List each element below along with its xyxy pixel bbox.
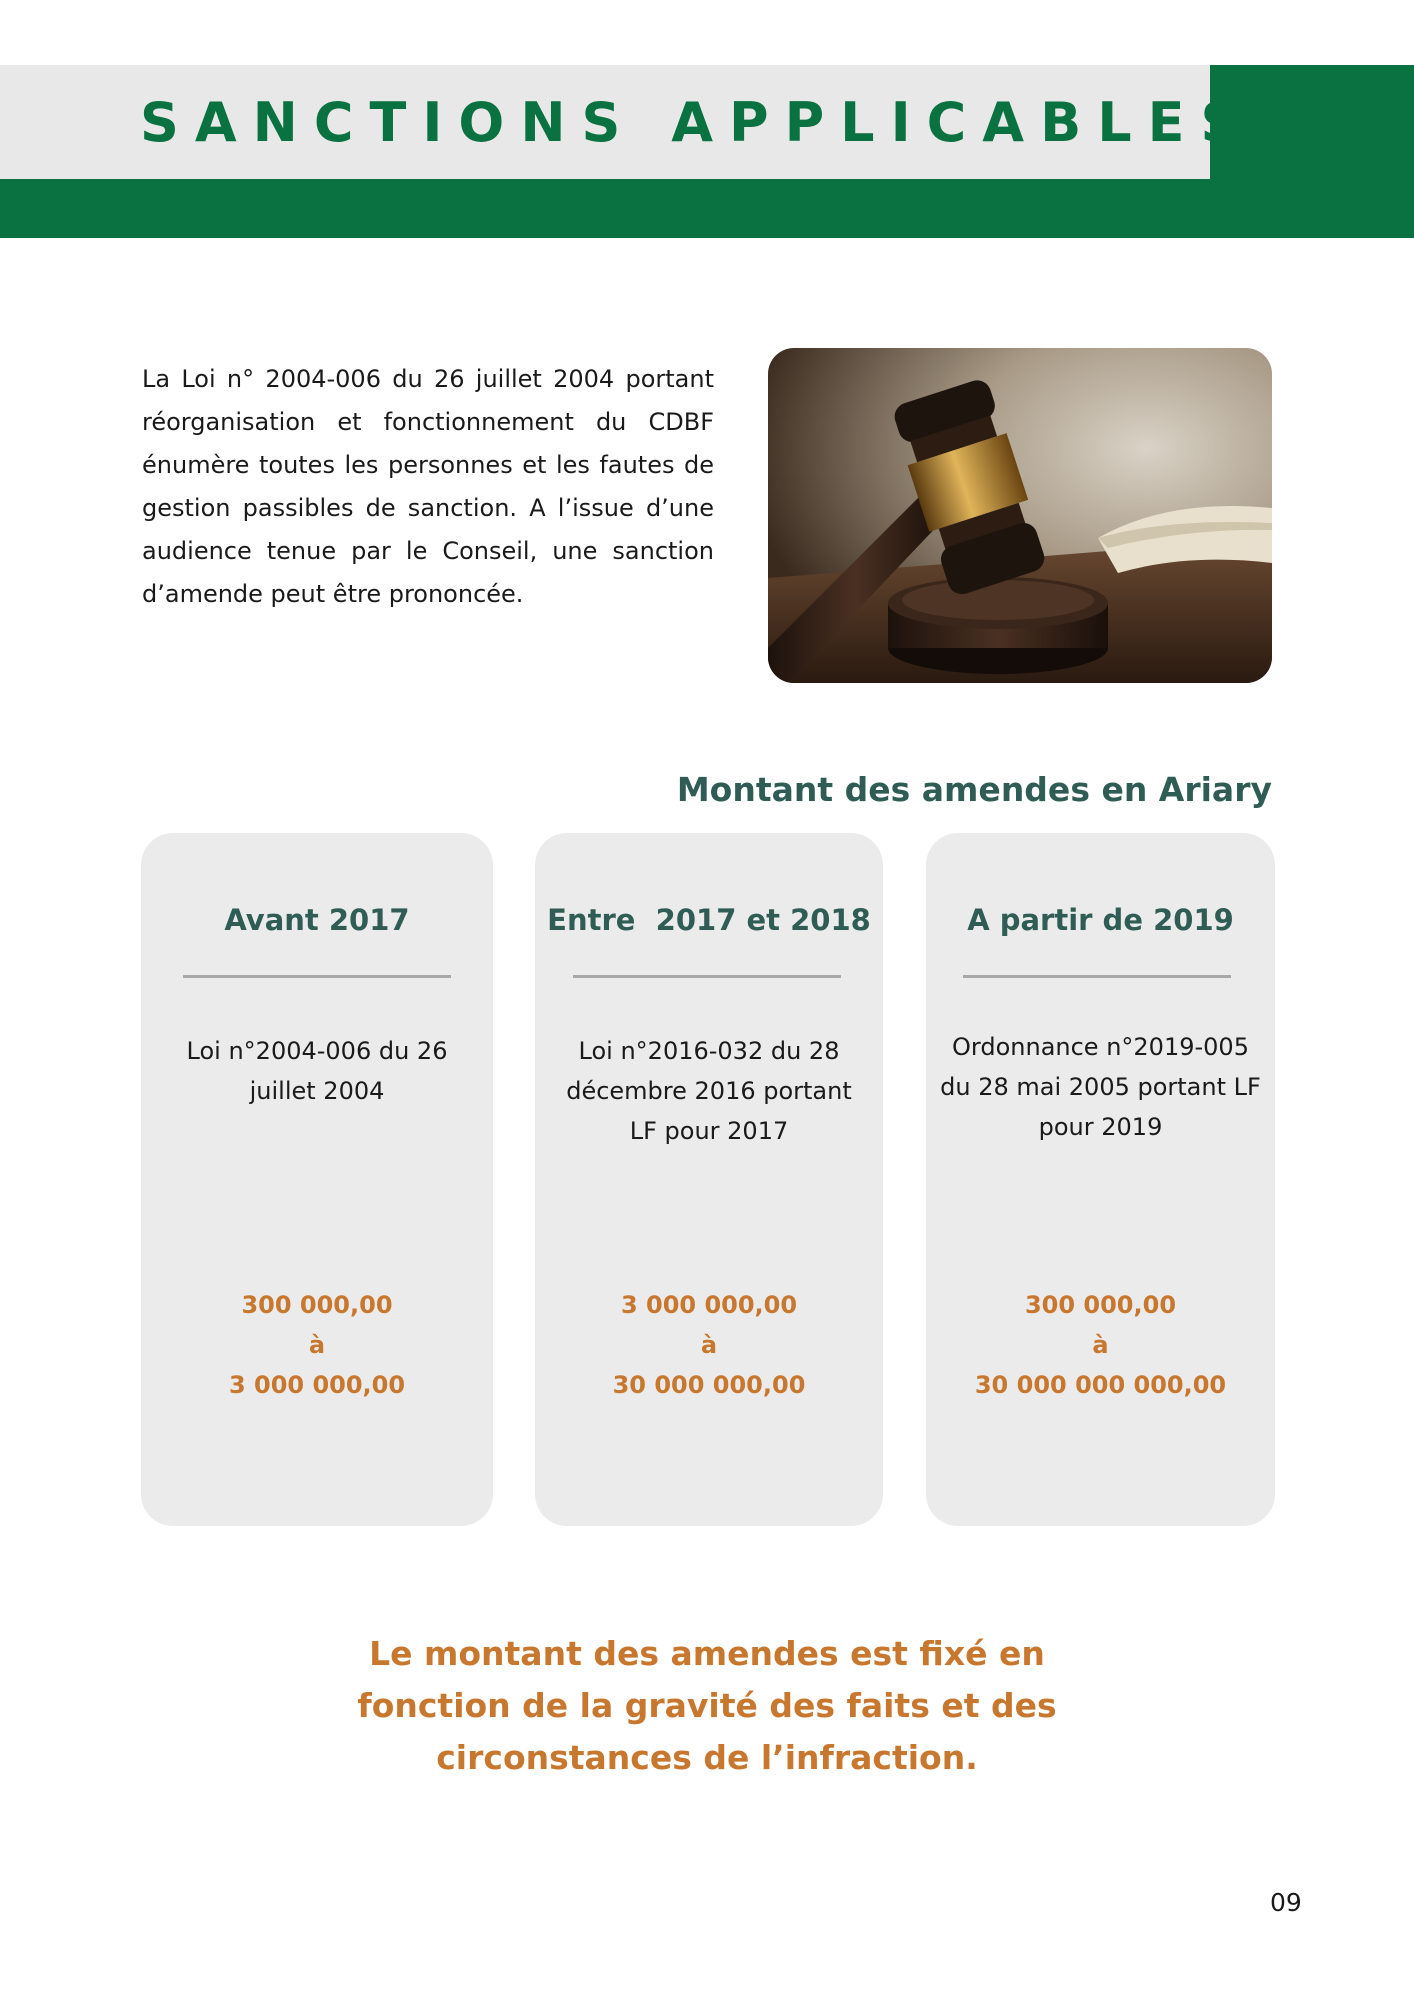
fine-card-from-2019 <box>926 833 1275 1526</box>
card-divider <box>183 975 451 978</box>
amount-max: 30 000 000 000,00 <box>974 1371 1227 1399</box>
card-law-reference: Ordonnance n°2019-005 du 28 mai 2005 portant LF pour 2019 <box>940 1033 1261 1141</box>
card-law-reference: Loi n°2016-032 du 28 décembre 2016 portant LF pour 2017 <box>566 1037 852 1145</box>
card-amount-range <box>535 1285 883 1405</box>
gavel-icon <box>768 348 1272 683</box>
amount-min: 3 000 000,00 <box>620 1291 798 1319</box>
amount-separator: à <box>308 1331 326 1359</box>
fines-section-title: Montant des amendes en Ariary <box>676 770 1272 809</box>
card-law-reference: Loi n°2004-006 du 26 juillet 2004 <box>186 1037 448 1105</box>
fine-card-before-2017 <box>141 833 493 1526</box>
amount-min: 300 000,00 <box>241 1291 393 1319</box>
amount-min: 300 000,00 <box>1024 1291 1177 1319</box>
card-period: Avant 2017 <box>224 903 410 937</box>
intro-paragraph: La Loi n° 2004-006 du 26 juillet 2004 portant réorganisation et fonctionnement du CDBF énumère toutes les personnes et les fautes de gestion passibles de sanction. A l’issue d’une audience tenue par le Conseil, une sanction d’amende peut être prononcée. <box>142 365 714 608</box>
gavel-photo <box>768 348 1272 683</box>
amount-separator: à <box>1092 1331 1109 1359</box>
card-divider <box>963 975 1231 978</box>
page-title: SANCTIONS APPLICABLES <box>140 91 1256 154</box>
card-divider <box>573 975 841 978</box>
amount-max: 30 000 000,00 <box>612 1371 806 1399</box>
amount-max: 3 000 000,00 <box>228 1371 406 1399</box>
amount-separator: à <box>700 1331 718 1359</box>
page-number: 09 <box>1270 1888 1302 1917</box>
card-amount-range <box>141 1285 493 1405</box>
card-amount-range <box>926 1285 1275 1405</box>
card-period: Entre 2017 et 2018 <box>547 903 871 937</box>
card-period: A partir de 2019 <box>967 903 1234 937</box>
fines-note: Le montant des amendes est fixé en fonction de la gravité des faits et des circonstances de l’infraction. <box>357 1634 1057 1777</box>
fine-card-2017-2018 <box>535 833 883 1526</box>
